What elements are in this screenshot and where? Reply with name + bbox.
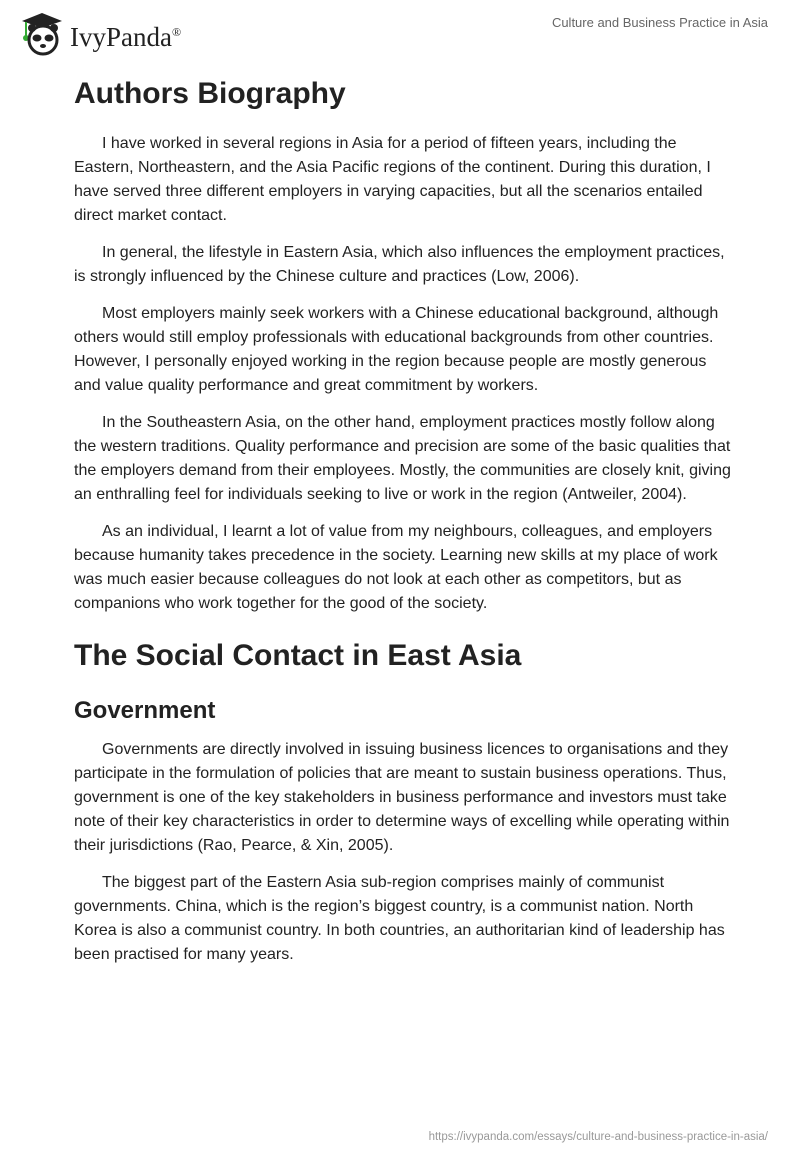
- paragraph: In the Southeastern Asia, on the other hand, employment practices mostly follow along the western traditions. Quality performance and precision are some of the basic qualities that the employers demand from their employees. Mostly, the communities are closely knit, giving an enthralling feel for individuals seeking to live or work in the region (Antweiler, 2004).: [74, 414, 731, 503]
- paragraph: Governments are directly involved in issuing business licences to organisations and they participate in the formulation of policies that are meant to sustain business operations. Thus, government is one of the key stakeholders in business performance and investors must take note of their key characteristics in order to determine ways of excelling while operating within their jurisdictions (Rao, Pearce, & Xin, 2005).: [74, 741, 730, 854]
- section-heading-social-contact: The Social Contact in East Asia: [74, 639, 522, 672]
- document-title: Culture and Business Practice in Asia: [551, 15, 768, 30]
- paragraph: I have worked in several regions in Asia for a period of fifteen years, including the Eastern, Northeastern, and the Asia Pacific regions of the continent. During this duration, I have served three different employers in varying capacities, but all the scenarios entailed direct market contact.: [74, 135, 711, 224]
- brand-name: IvyPanda®: [70, 21, 182, 52]
- paragraph: The biggest part of the Eastern Asia sub-region comprises mainly of communist governments. China, which is the region’s biggest country, is a communist nation. North Korea is also a communist country. In both countries, an authoritarian kind of leadership has been practised for many years.: [74, 874, 725, 963]
- article-body: [74, 70, 734, 980]
- ivypanda-logo[interactable]: [18, 10, 181, 56]
- source-url-link[interactable]: https://ivypanda.com/essays/culture-and-business-practice-in-asia/: [428, 1131, 768, 1143]
- paragraph: In general, the lifestyle in Eastern Asia, which also influences the employment practices, is strongly influenced by the Chinese culture and practices (Low, 2006).: [74, 244, 725, 285]
- subsection-heading-government: Government: [74, 697, 216, 724]
- section-heading-authors-biography: Authors Biography: [74, 77, 346, 110]
- paragraph: Most employers mainly seek workers with a Chinese educational background, although others would still employ professionals with educational backgrounds from other countries. However, I personally enjoyed working in the region because people are mostly generous and value quality performance and great commitment by workers.: [74, 305, 719, 394]
- paragraph: As an individual, I learnt a lot of value from my neighbours, colleagues, and employers because humanity takes precedence in the society. Learning new skills at my place of work was much easier because colleagues do not look at each other as competitors, but as companions who work together for the good of the society.: [74, 523, 718, 612]
- panda-graduate-icon: [18, 10, 64, 56]
